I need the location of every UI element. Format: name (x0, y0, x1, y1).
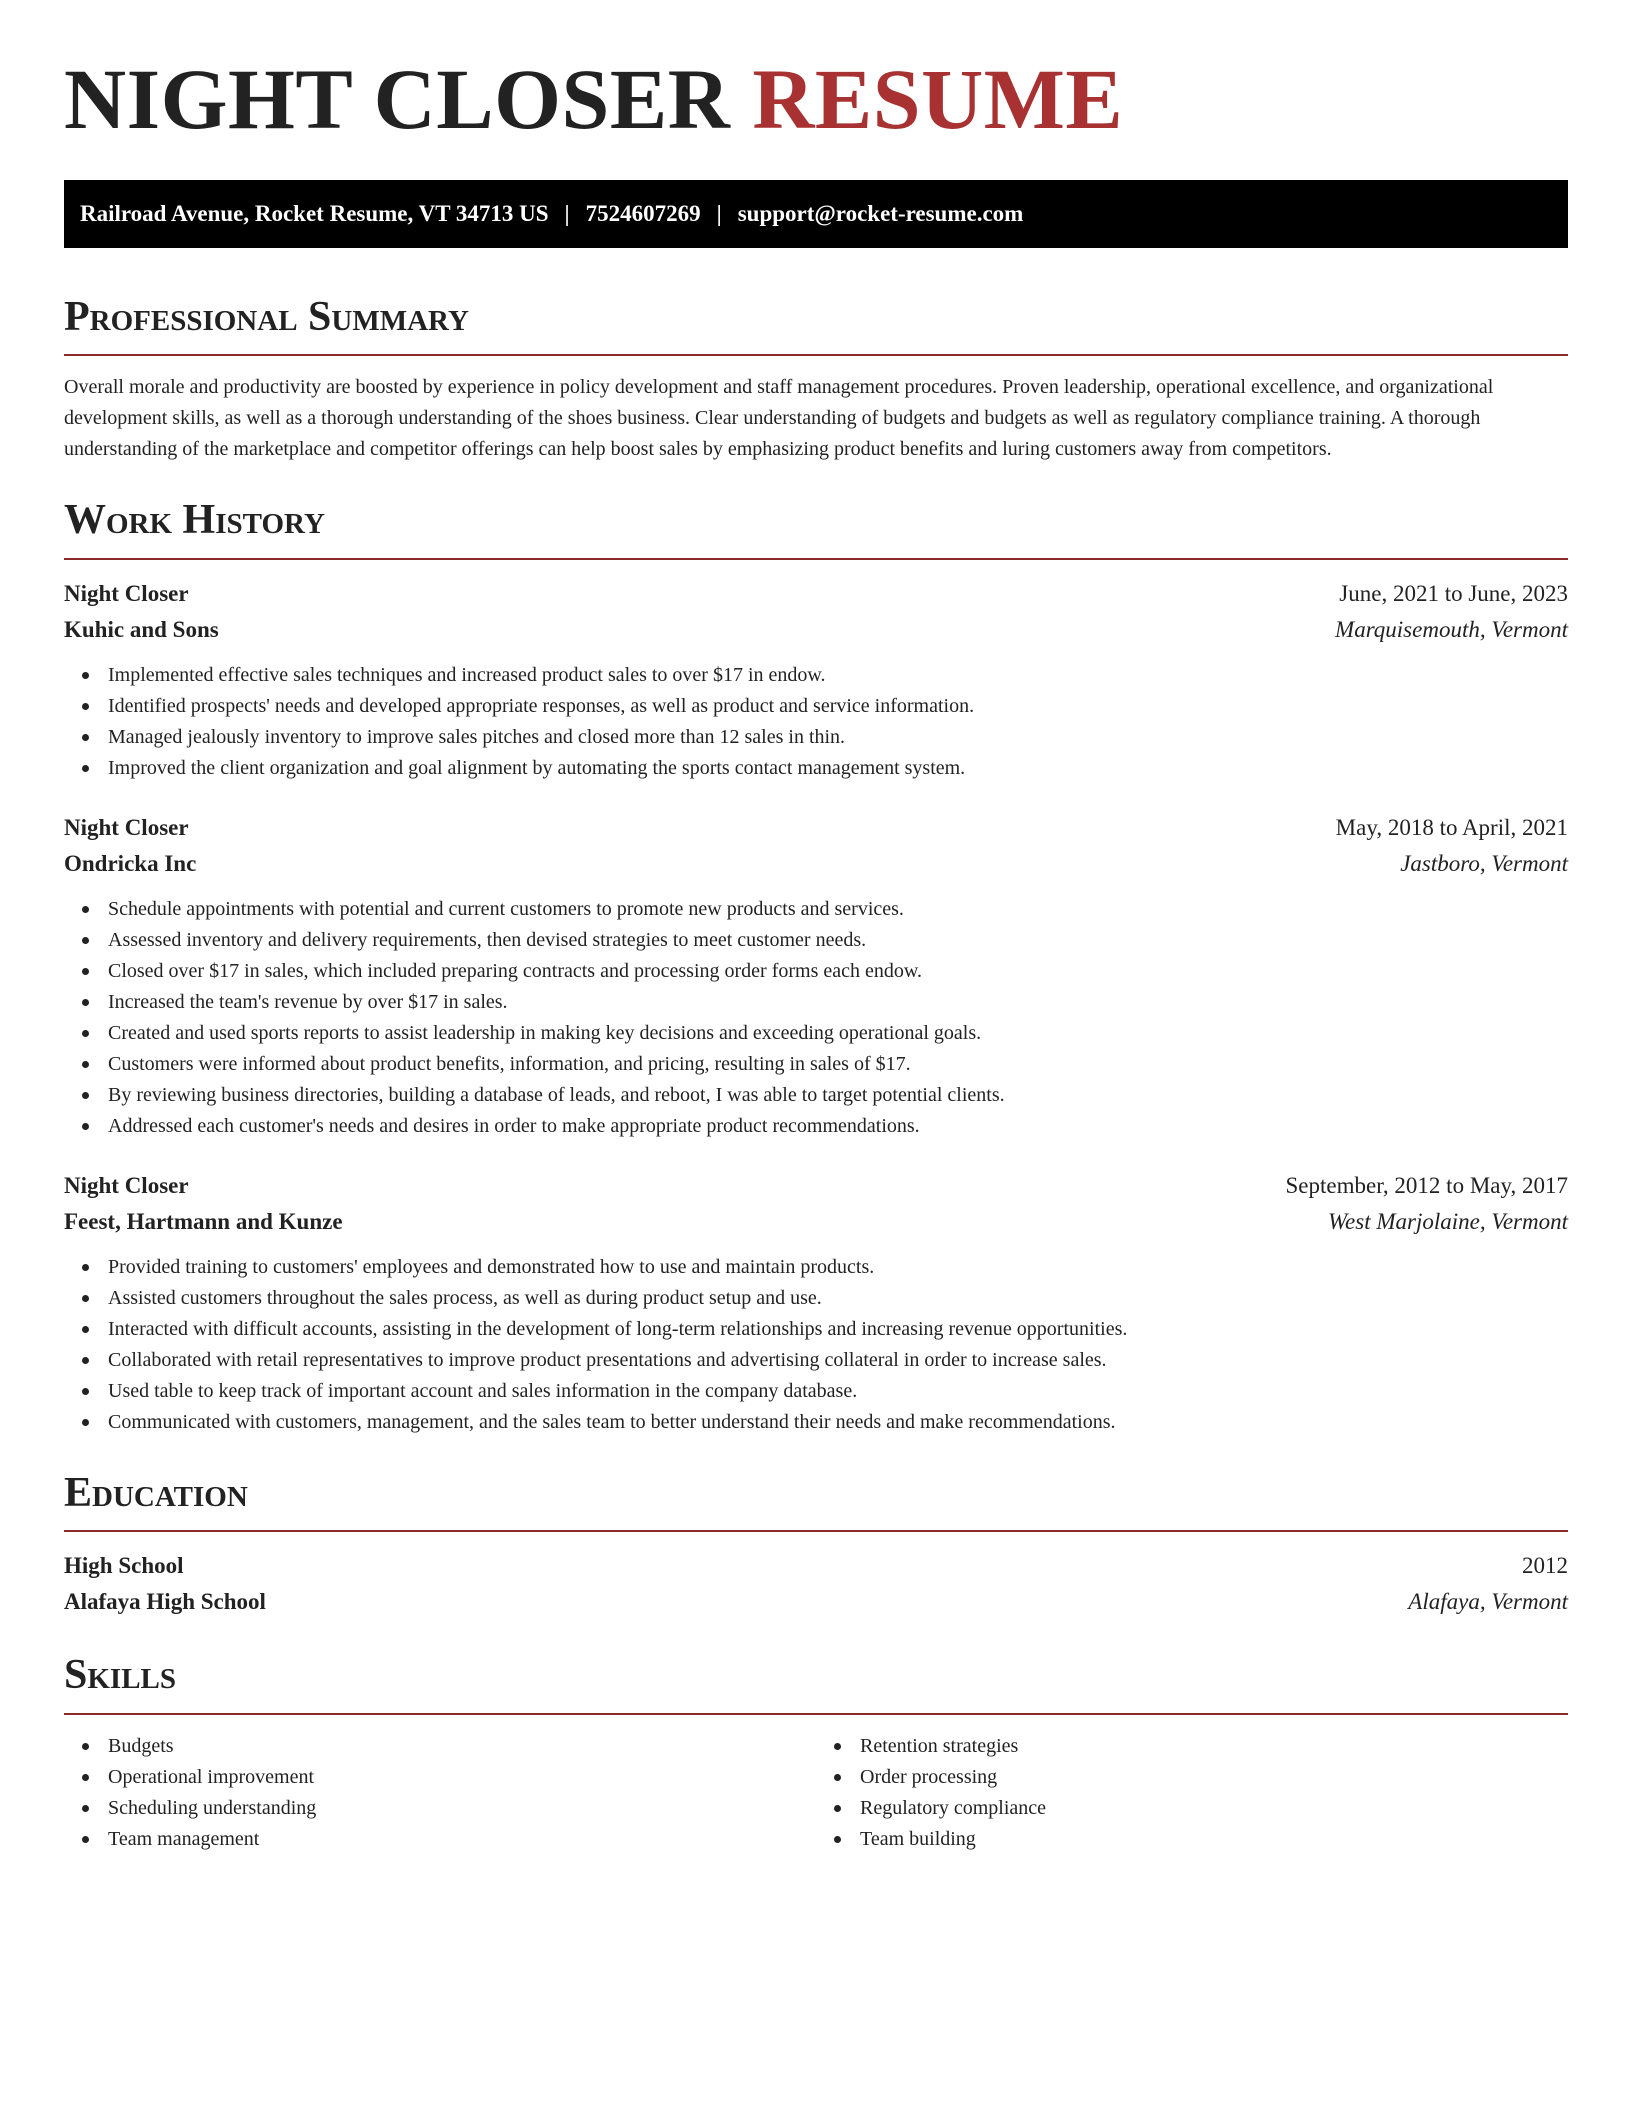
list-item: Managed jealously inventory to improve sales pitches and closed more than 12 sales in thin. (64, 722, 1568, 753)
job-bullet-list (64, 1252, 1568, 1438)
skill-item: Team building (816, 1824, 1568, 1855)
contact-address: Railroad Avenue, Rocket Resume, VT 34713 US (80, 201, 549, 226)
job-bullet-list (64, 660, 1568, 784)
job-bullet-list (64, 894, 1568, 1142)
list-item: Implemented effective sales techniques and increased product sales to over $17 in endow. (64, 660, 1568, 691)
job-entry (64, 1168, 1568, 1438)
education-year: 2012 (1522, 1553, 1568, 1579)
job-entry (64, 810, 1568, 1142)
job-company-row (64, 1204, 1568, 1240)
summary-heading: Professional Summary (64, 294, 469, 340)
list-item: Customers were informed about product benefits, information, and pricing, resulting in sales of $17. (64, 1049, 1568, 1080)
job-dates: June, 2021 to June, 2023 (1339, 580, 1568, 606)
list-item: By reviewing business directories, building a database of leads, and reboot, I was able to target potential clients. (64, 1080, 1568, 1111)
list-item: Identified prospects' needs and developed appropriate responses, as well as product and service information. (64, 691, 1568, 722)
job-title-row (64, 1168, 1568, 1204)
section-divider (64, 1530, 1568, 1532)
list-item: Addressed each customer's needs and desires in order to make appropriate product recommendations. (64, 1111, 1568, 1142)
skill-item: Regulatory compliance (816, 1793, 1568, 1824)
section-divider (64, 354, 1568, 356)
skills-list (816, 1731, 1568, 1855)
work-history-heading: Work History (64, 497, 325, 544)
skills-section (64, 1650, 1568, 1854)
skills-list (64, 1731, 816, 1855)
job-company-row (64, 612, 1568, 648)
contact-phone: 7524607269 (585, 201, 701, 226)
list-item: Provided training to customers' employees and demonstrated how to use and maintain products. (64, 1252, 1568, 1283)
summary-section (64, 292, 1568, 465)
education-degree: High School (64, 1553, 184, 1579)
skill-item: Operational improvement (64, 1762, 816, 1793)
job-location: Marquisemouth, Vermont (1335, 616, 1568, 642)
list-item: Communicated with customers, management, and the sales team to better understand their needs and make recommendations. (64, 1407, 1568, 1438)
contact-separator: | (564, 201, 570, 226)
list-item: Closed over $17 in sales, which included preparing contracts and processing order forms each endow. (64, 956, 1568, 987)
section-divider (64, 558, 1568, 560)
skill-item: Retention strategies (816, 1731, 1568, 1762)
skill-item: Budgets (64, 1731, 816, 1762)
education-degree-row (64, 1548, 1568, 1584)
job-dates: September, 2012 to May, 2017 (1285, 1172, 1568, 1198)
skills-column-right (816, 1731, 1568, 1855)
list-item: Improved the client organization and goal alignment by automating the sports contact management system. (64, 753, 1568, 784)
work-history-section (64, 495, 1568, 1437)
skills-heading: Skills (64, 1652, 177, 1699)
skill-item: Scheduling understanding (64, 1793, 816, 1824)
education-section (64, 1468, 1568, 1620)
list-item: Interacted with difficult accounts, assisting in the development of long-term relationships and increasing revenue opportunities. (64, 1314, 1568, 1345)
job-title: Night Closer (64, 580, 189, 606)
contact-bar (64, 180, 1568, 248)
job-dates: May, 2018 to April, 2021 (1335, 814, 1568, 840)
job-location: West Marjolaine, Vermont (1328, 1208, 1568, 1234)
title-main: NIGHT CLOSER (64, 51, 731, 147)
job-title: Night Closer (64, 1172, 189, 1198)
education-school-row (64, 1584, 1568, 1620)
list-item: Assessed inventory and delivery requirements, then devised strategies to meet customer needs. (64, 925, 1568, 956)
skill-item: Team management (64, 1824, 816, 1855)
contact-separator: | (716, 201, 722, 226)
job-title-row (64, 576, 1568, 612)
job-title-row (64, 810, 1568, 846)
job-title: Night Closer (64, 814, 189, 840)
resume-title (64, 51, 1568, 147)
job-company-row (64, 846, 1568, 882)
list-item: Used table to keep track of important account and sales information in the company database. (64, 1376, 1568, 1407)
education-location: Alafaya, Vermont (1408, 1589, 1568, 1615)
section-divider (64, 1713, 1568, 1715)
contact-email: support@rocket-resume.com (737, 201, 1024, 226)
list-item: Created and used sports reports to assist leadership in making key decisions and exceeding operational goals. (64, 1018, 1568, 1049)
skill-item: Order processing (816, 1762, 1568, 1793)
skills-grid (64, 1731, 1568, 1855)
job-entry (64, 576, 1568, 784)
title-accent: RESUME (752, 51, 1124, 147)
summary-text: Overall morale and productivity are boosted by experience in policy development and staff management procedures. Proven leadership, operational excellence, and organizational development skills, as well as a thorough understanding of the shoes business. Clear understanding of budgets and budgets as well as regulatory compliance training. A thorough understanding of the marketplace and competitor offerings can help boost sales by emphasizing product benefits and luring customers away from competitors. (64, 376, 1494, 461)
skills-column-left (64, 1731, 816, 1855)
job-company: Feest, Hartmann and Kunze (64, 1208, 343, 1234)
list-item: Collaborated with retail representatives to improve product presentations and advertising collateral in order to increase sales. (64, 1345, 1568, 1376)
list-item: Increased the team's revenue by over $17 in sales. (64, 987, 1568, 1018)
education-school: Alafaya High School (64, 1589, 266, 1615)
list-item: Schedule appointments with potential and current customers to promote new products and services. (64, 894, 1568, 925)
job-location: Jastboro, Vermont (1400, 850, 1568, 876)
education-heading: Education (64, 1469, 248, 1516)
job-company: Kuhic and Sons (64, 616, 219, 642)
list-item: Assisted customers throughout the sales process, as well as during product setup and use. (64, 1283, 1568, 1314)
job-company: Ondricka Inc (64, 850, 197, 876)
